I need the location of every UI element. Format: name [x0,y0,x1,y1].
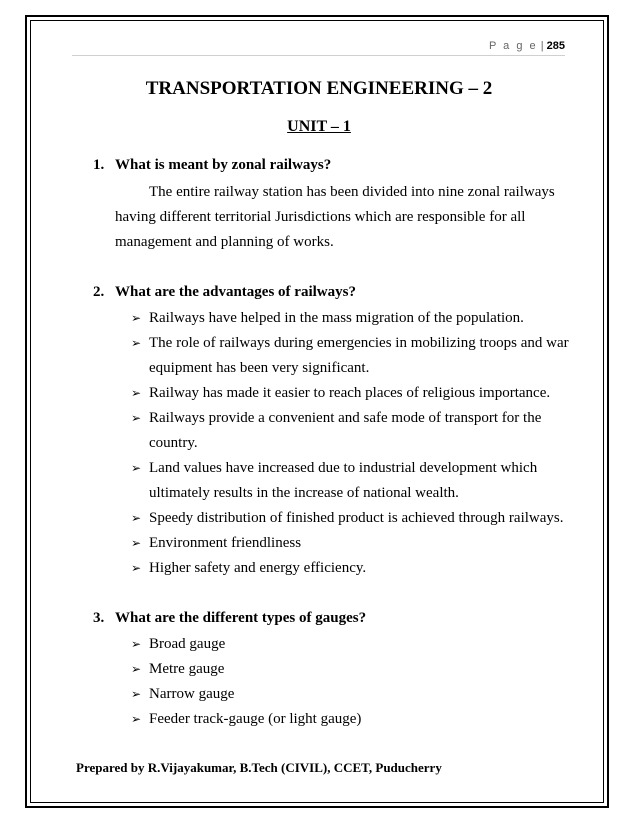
arrowhead-bullet-icon: ➢ [131,561,142,575]
list-item: ➢ Land values have increased due to industrial development which [131,460,538,476]
question-text: What are the advantages of railways? [115,284,356,300]
list-item: ➢ Feeder track-gauge (or light gauge) [131,711,362,727]
list-item: ➢ Environment friendliness [131,535,302,551]
arrowhead-bullet-icon: ➢ [131,637,142,651]
list-item: ➢ Metre gauge [131,661,225,677]
list-item: ➢ Railways have helped in the mass migration of the population. [131,310,524,326]
question-number: 1. [93,157,105,173]
question-3 [93,610,366,627]
list-item: ➢ Narrow gauge [131,686,235,702]
page-footer: Prepared by R.Vijayakumar, B.Tech (CIVIL), CCET, Puducherry [76,760,442,775]
answer-line: management and planning of works. [115,234,334,250]
question-1 [93,157,331,174]
answer-line: having different territorial Jurisdictions which are responsible for all [115,209,526,225]
arrowhead-bullet-icon: ➢ [131,311,142,325]
page-label: P a g e [488,40,538,52]
page-header [489,40,565,52]
arrowhead-bullet-icon: ➢ [131,336,142,350]
list-item-continuation: country. [149,435,198,451]
arrowhead-bullet-icon: ➢ [131,386,142,400]
arrowhead-bullet-icon: ➢ [131,411,142,425]
list-item-continuation: ultimately results in the increase of national wealth. [149,485,459,501]
list-item: ➢ Broad gauge [131,636,226,652]
answer-line: The entire railway station has been divided into nine zonal railways [149,184,555,200]
list-item: ➢ Speedy distribution of finished product is achieved through railways. [131,510,564,526]
header-rule [72,55,565,56]
question-text: What are the different types of gauges? [115,610,367,626]
document-title: TRANSPORTATION ENGINEERING – 2 [145,78,493,99]
list-item-continuation: equipment has been very significant. [149,360,370,376]
arrowhead-bullet-icon: ➢ [131,662,142,676]
arrowhead-bullet-icon: ➢ [131,712,142,726]
list-item: ➢ The role of railways during emergencies in mobilizing troops and war [131,335,569,351]
arrowhead-bullet-icon: ➢ [131,511,142,525]
arrowhead-bullet-icon: ➢ [131,687,142,701]
list-item: ➢ Railway has made it easier to reach places of religious importance. [131,385,551,401]
arrowhead-bullet-icon: ➢ [131,461,142,475]
arrowhead-bullet-icon: ➢ [131,536,142,550]
page-number: 285 [546,40,565,52]
list-item: ➢ Higher safety and energy efficiency. [131,560,367,576]
question-number: 2. [93,284,105,300]
page-separator: | [540,40,544,52]
list-item: ➢ Railways provide a convenient and safe mode of transport for the [131,410,542,426]
question-text: What is meant by zonal railways? [115,157,332,173]
unit-heading: UNIT – 1 [287,118,351,135]
question-number: 3. [93,610,105,626]
question-2 [93,284,356,301]
